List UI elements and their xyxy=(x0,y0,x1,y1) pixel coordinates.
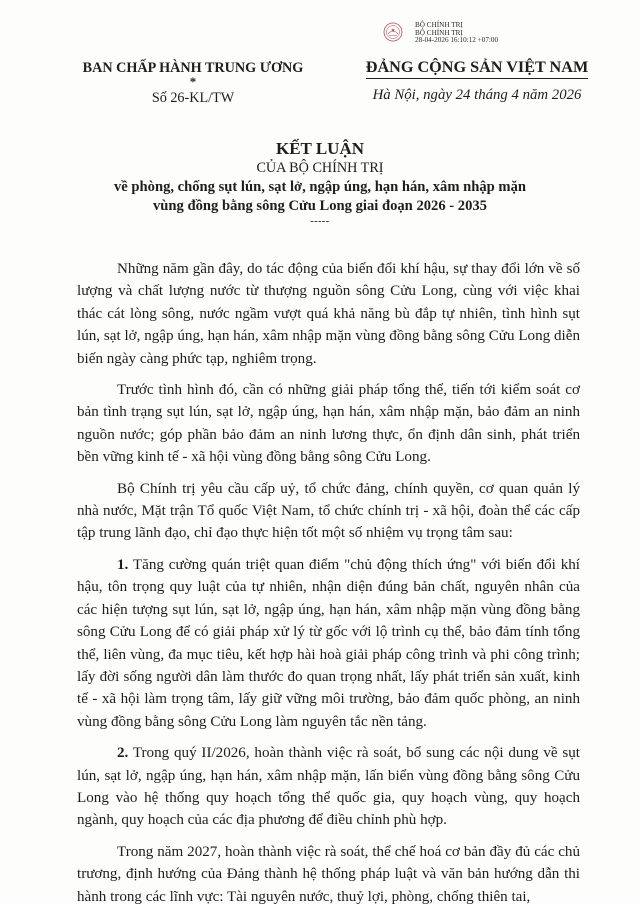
document-topic-line2: vùng đồng bằng sông Cửu Long giai đoạn 2026 - 2035 xyxy=(153,198,487,214)
document-number: Số 26-KL/TW xyxy=(151,90,235,106)
paragraph-text: Trong năm 2027, hoàn thành việc rà soát, thể chế hoá cơ bản đầy đủ các chủ trương, định hướng của Đảng thành hệ thống pháp luật và văn bản hướng dẫn thi hành trong các lĩnh vực: Tài nguyên nước, thuỷ lợi, phòng, chống thiên tai, xyxy=(77,843,580,905)
document-title-block xyxy=(40,138,600,228)
paragraph xyxy=(77,258,580,370)
document-body xyxy=(77,258,580,917)
paragraph xyxy=(77,379,580,469)
signature-timestamp: 28-04-2026 16:10:12 +07:00 xyxy=(415,36,499,45)
numbered-paragraph-1 xyxy=(77,554,580,733)
document-topic-line1: về phòng, chống sụt lún, sạt lở, ngập úng, hạn hán, xâm nhập mặn xyxy=(114,179,526,195)
header-issuing-body xyxy=(62,60,324,108)
title-separator: ----- xyxy=(310,216,330,227)
paragraph-text: Bộ Chính trị yêu cầu cấp uỷ, tổ chức đảng, chính quyền, cơ quan quản lý nhà nước, Mặt trận Tổ quốc Việt Nam, tổ chức chính trị - xã hội, đoàn thể các cấp tập trung lãnh đạo, chỉ đạo thực hiện tốt một số nhiệm vụ trọng tâm sau: xyxy=(77,480,580,542)
paragraph-text: Trong quý II/2026, hoàn thành việc rà soát, bổ sung các nội dung về sụt lún, sạt lở, ngập úng, hạn hán, xâm nhập mặn, lấn biển vùng đồng bằng sông Cửu Long vào hệ thống quy hoạch tổng thể quốc gia, quy hoạch vùng, quy hoạch ngành, quy hoạch của các địa phương để điều chỉnh phù hợp. xyxy=(77,745,580,829)
document-type-title: KẾT LUẬN xyxy=(275,139,364,158)
paragraph-text: Những năm gần đây, do tác động của biến đổi khí hậu, sự thay đổi lớn về số lượng và chất lượng nước từ thượng nguồn sông Cửu Long, cùng với việc khai thác cát lòng sông, nước ngầm vượt quá khả năng bù đắp tự nhiên, tình hình sụt lún, sạt lở, ngập úng, hạn hán, xâm nhập mặn vùng đồng bằng sông Cửu Long diễn biến ngày càng phức tạp, nghiêm trọng. xyxy=(77,261,580,367)
party-name: ĐẢNG CỘNG SẢN VIỆT NAM xyxy=(366,58,588,79)
paragraph xyxy=(77,841,580,908)
item-number: 1. xyxy=(117,556,129,573)
signer-org: BỘ CHÍNH TRỊ xyxy=(415,28,463,37)
paragraph-text: Tăng cường quán triệt quan điểm "chủ động thích ứng" với biến đổi khí hậu, tôn trọng quy luật của tự nhiên, nhận diện đúng bản chất, nguyên nhân của các hiện tượng sụt lún, sạt lở, ngập úng, hạn hán, xâm nhập mặn vùng đồng bằng sông Cửu Long để có giải pháp xử lý từ gốc với lộ trình cụ thể, bảo đảm tính tổng thể, liên vùng, đa mục tiêu, kết hợp hài hoà giải pháp công trình và phi công trình; lấy đời sống người dân làm thước đo quan trọng nhất, lấy phát triển sản xuất, kinh tế - xã hội làm trọng tâm, lấy giữ vững môi trường, bảo đảm quốc phòng, an ninh vùng đồng bằng sông Cửu Long làm nguyên tắc nền tảng. xyxy=(77,556,580,730)
document-issuer: CỦA BỘ CHÍNH TRỊ xyxy=(256,160,384,176)
place-date: Hà Nội, ngày 24 tháng 4 năm 2026 xyxy=(372,87,582,103)
paragraph xyxy=(77,478,580,545)
emblem-seal-icon xyxy=(383,22,403,42)
star-divider: * xyxy=(189,74,197,89)
digital-signature-stamp xyxy=(383,22,498,45)
organization-name: BAN CHẤP HÀNH TRUNG ƯƠNG xyxy=(82,60,304,76)
item-number: 2. xyxy=(117,745,129,762)
paragraph-text: Trước tình hình đó, cần có những giải pháp tổng thể, tiến tới kiểm soát cơ bản tình trạng sụt lún, sạt lở, ngập úng, hạn hán, xâm nhập mặn, bảo đảm an ninh nguồn nước; góp phần bảo đảm an ninh lương thực, ổn định dân sinh, phát triển bền vững kinh tế - xã hội vùng đồng bằng sông Cửu Long. xyxy=(77,382,580,466)
signer-name: BỘ CHÍNH TRỊ xyxy=(415,21,463,29)
header-party xyxy=(352,58,602,105)
numbered-paragraph-2 xyxy=(77,742,580,832)
signature-info xyxy=(415,22,498,45)
